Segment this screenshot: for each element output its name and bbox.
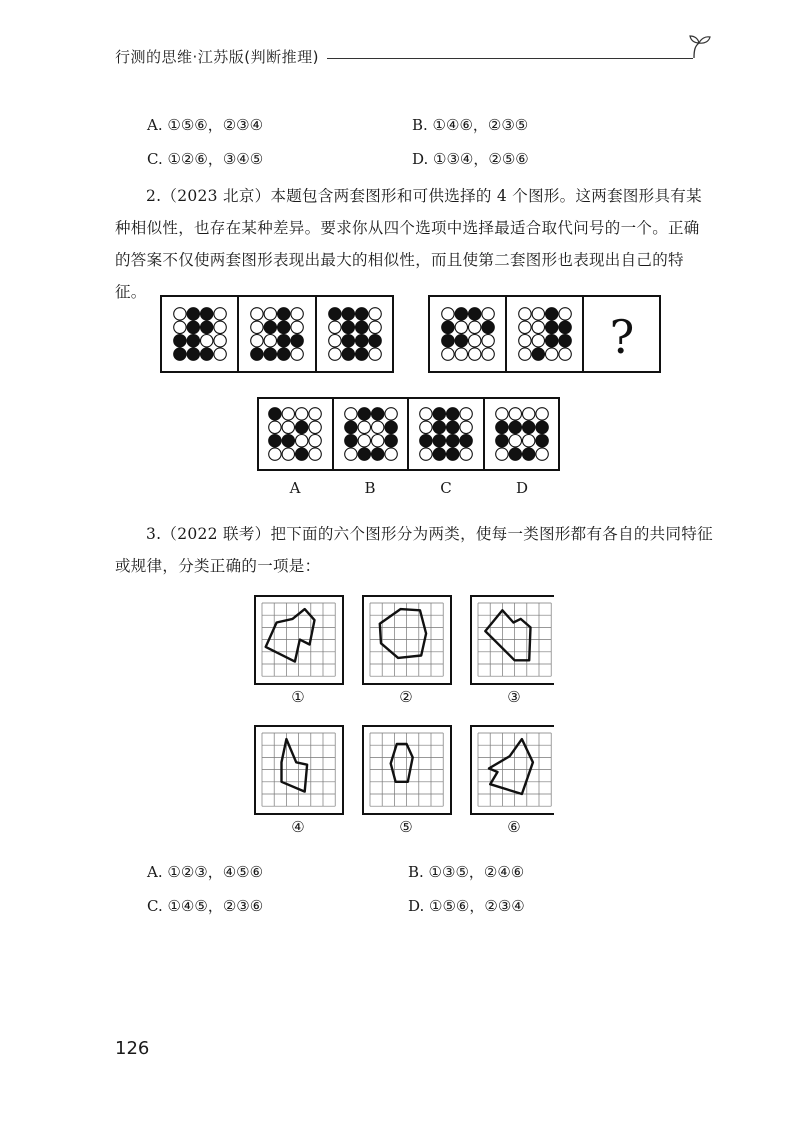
q3-option-c[interactable]: C. ①④⑤，②③⑥ — [147, 897, 264, 915]
grid-dot — [264, 335, 276, 347]
q1-option-b[interactable]: B. ①④⑥，②③⑤ — [412, 116, 529, 134]
q3-option-d[interactable]: D. ①⑤⑥，②③④ — [408, 897, 525, 915]
dot-grid-option-c[interactable] — [420, 408, 473, 461]
grid-dot — [433, 421, 445, 433]
grid-dot — [519, 321, 531, 333]
grid-dot — [369, 335, 381, 347]
q3-label-1: ① — [291, 688, 305, 706]
grid-dot — [264, 321, 276, 333]
dot-grid-s1a — [174, 308, 227, 361]
grid-dot — [174, 308, 186, 320]
grid-dot — [329, 348, 341, 360]
grid-dot — [356, 321, 368, 333]
grid-dot — [269, 448, 281, 460]
grid-dot — [278, 348, 290, 360]
q3-label-4: ④ — [291, 818, 305, 836]
grid-dot — [214, 348, 226, 360]
grid-dot — [482, 308, 494, 320]
grid-dot — [342, 348, 354, 360]
grid-dot — [536, 421, 548, 433]
page-number: 126 — [115, 1038, 150, 1059]
grid-dot — [372, 435, 384, 447]
grid-dot — [356, 335, 368, 347]
q1-option-d[interactable]: D. ①③④，②⑤⑥ — [412, 150, 529, 168]
grid-dot — [559, 308, 571, 320]
grid-dot — [496, 435, 508, 447]
grid-dot — [420, 435, 432, 447]
dot-grid-option-d[interactable] — [496, 408, 549, 461]
grid-dot — [447, 435, 459, 447]
grid-dot — [447, 408, 459, 420]
grid-dot — [269, 421, 281, 433]
grid-dot — [519, 335, 531, 347]
dot-grid-option-a[interactable] — [269, 408, 322, 461]
grid-dot — [372, 448, 384, 460]
grid-dot — [358, 448, 370, 460]
grid-dot — [532, 335, 544, 347]
grid-dot — [296, 421, 308, 433]
grid-dot — [174, 321, 186, 333]
grid-dot — [342, 335, 354, 347]
grid-dot — [345, 435, 357, 447]
q3-figure-2 — [363, 596, 451, 684]
q2-question-text: 2.（2023 北京）本题包含两套图形和可供选择的 4 个图形。这两套图形具有某种相似性，也存在某种差异。要求你从四个选项中选择最适合取代问号的一个。正确的答案不仅使两套图形表现出最大的相似性，而且使第二套图形也表现出自己的特征。 — [115, 187, 702, 301]
q2-label-b[interactable]: B — [364, 479, 376, 497]
grid-dot — [460, 421, 472, 433]
grid-dot — [291, 308, 303, 320]
grid-dot — [482, 335, 494, 347]
grid-dot — [282, 435, 294, 447]
grid-dot — [509, 435, 521, 447]
grid-dot — [532, 348, 544, 360]
grid-dot — [291, 348, 303, 360]
grid-dot — [358, 408, 370, 420]
grid-dot — [291, 321, 303, 333]
grid-dot — [187, 321, 199, 333]
grid-dot — [546, 348, 558, 360]
grid-dot — [278, 308, 290, 320]
grid-dot — [496, 408, 508, 420]
grid-dot — [509, 448, 521, 460]
dot-grid-option-b[interactable] — [345, 408, 398, 461]
q2-answer-options — [257, 397, 561, 473]
q1-option-a[interactable]: A. ①⑤⑥，②③④ — [147, 116, 264, 134]
grid-dot — [309, 408, 321, 420]
q3-label-2: ② — [399, 688, 413, 706]
grid-dot — [174, 335, 186, 347]
grid-dot — [509, 421, 521, 433]
grid-dot — [433, 435, 445, 447]
grid-dot — [369, 348, 381, 360]
grid-dot — [546, 321, 558, 333]
q3-figure-4 — [255, 726, 343, 814]
grid-dot — [420, 448, 432, 460]
grid-dot — [342, 321, 354, 333]
grid-dot — [264, 348, 276, 360]
grid-dot — [460, 408, 472, 420]
grid-dot — [532, 308, 544, 320]
grid-dot — [546, 335, 558, 347]
grid-dot — [523, 448, 535, 460]
grid-dot — [329, 335, 341, 347]
sprout-icon — [686, 30, 714, 64]
grid-dot — [482, 321, 494, 333]
grid-dot — [345, 448, 357, 460]
grid-dot — [385, 448, 397, 460]
grid-dot — [455, 321, 467, 333]
grid-dot — [559, 335, 571, 347]
grid-dot — [309, 435, 321, 447]
grid-dot — [251, 321, 263, 333]
grid-dot — [455, 335, 467, 347]
grid-dot — [296, 448, 308, 460]
grid-dot — [201, 308, 213, 320]
grid-dot — [442, 335, 454, 347]
grid-dot — [469, 308, 481, 320]
grid-dot — [433, 408, 445, 420]
dot-grid-s1b — [251, 308, 304, 361]
grid-dot — [536, 448, 548, 460]
grid-dot — [282, 448, 294, 460]
q3-option-a[interactable]: A. ①②③，④⑤⑥ — [147, 863, 264, 881]
grid-dot — [460, 448, 472, 460]
grid-dot — [433, 448, 445, 460]
q3-figure-5 — [363, 726, 451, 814]
grid-dot — [523, 408, 535, 420]
grid-dot — [546, 308, 558, 320]
grid-dot — [356, 308, 368, 320]
question-mark: ? — [609, 310, 635, 364]
grid-dot — [201, 348, 213, 360]
grid-dot — [442, 348, 454, 360]
q2-label-c[interactable]: C — [440, 479, 452, 497]
grid-dot — [342, 308, 354, 320]
grid-dot — [496, 421, 508, 433]
grid-dot — [214, 321, 226, 333]
q3-figure-3 — [471, 596, 554, 684]
grid-dot — [187, 308, 199, 320]
grid-dot — [269, 435, 281, 447]
grid-dot — [309, 421, 321, 433]
dot-grid-s2b — [519, 308, 572, 361]
grid-dot — [356, 348, 368, 360]
grid-dot — [372, 408, 384, 420]
grid-dot — [329, 321, 341, 333]
grid-dot — [291, 335, 303, 347]
grid-dot — [282, 408, 294, 420]
grid-dot — [187, 335, 199, 347]
q1-option-c[interactable]: C. ①②⑥，③④⑤ — [147, 150, 264, 168]
grid-dot — [509, 408, 521, 420]
q3-figures — [254, 595, 554, 845]
grid-dot — [358, 435, 370, 447]
q3-option-b[interactable]: B. ①③⑤，②④⑥ — [408, 863, 525, 881]
grid-dot — [385, 435, 397, 447]
grid-dot — [278, 321, 290, 333]
grid-dot — [447, 448, 459, 460]
q3-figure-1 — [255, 596, 343, 684]
grid-dot — [469, 335, 481, 347]
q2-set-two — [428, 295, 662, 375]
grid-dot — [174, 348, 186, 360]
dot-grid-s1c — [329, 308, 382, 361]
grid-dot — [369, 321, 381, 333]
grid-dot — [420, 408, 432, 420]
grid-dot — [251, 308, 263, 320]
grid-dot — [496, 448, 508, 460]
header-rule — [327, 58, 693, 59]
grid-dot — [264, 308, 276, 320]
grid-dot — [201, 335, 213, 347]
grid-dot — [455, 348, 467, 360]
running-header-title: 行测的思维·江苏版(判断推理) — [115, 48, 319, 66]
grid-dot — [442, 321, 454, 333]
q3-question-text: 3.（2022 联考）把下面的六个图形分为两类，使每一类图形都有各自的共同特征或规律，分类正确的一项是： — [115, 525, 713, 575]
grid-dot — [214, 308, 226, 320]
grid-dot — [278, 335, 290, 347]
grid-dot — [532, 321, 544, 333]
q2-label-a[interactable]: A — [289, 479, 301, 497]
grid-dot — [469, 348, 481, 360]
q2-label-d[interactable]: D — [515, 479, 529, 497]
grid-dot — [296, 435, 308, 447]
grid-dot — [523, 435, 535, 447]
grid-dot — [369, 308, 381, 320]
grid-dot — [269, 408, 281, 420]
grid-dot — [385, 408, 397, 420]
q2-set-one — [160, 295, 395, 375]
grid-dot — [385, 421, 397, 433]
grid-dot — [201, 321, 213, 333]
grid-dot — [455, 308, 467, 320]
grid-dot — [329, 308, 341, 320]
grid-dot — [296, 408, 308, 420]
grid-dot — [214, 335, 226, 347]
grid-dot — [536, 435, 548, 447]
grid-dot — [251, 335, 263, 347]
grid-dot — [482, 348, 494, 360]
grid-dot — [442, 308, 454, 320]
grid-dot — [469, 321, 481, 333]
grid-dot — [420, 421, 432, 433]
q3-label-5: ⑤ — [399, 818, 413, 836]
q3-label-3: ③ — [507, 688, 521, 706]
grid-dot — [282, 421, 294, 433]
grid-dot — [372, 421, 384, 433]
grid-dot — [309, 448, 321, 460]
grid-dot — [559, 321, 571, 333]
grid-dot — [187, 348, 199, 360]
dot-grid-s2a — [442, 308, 495, 361]
q3-figure-6 — [471, 726, 554, 814]
grid-dot — [536, 408, 548, 420]
grid-dot — [523, 421, 535, 433]
q3-label-6: ⑥ — [507, 818, 521, 836]
grid-dot — [559, 348, 571, 360]
grid-dot — [519, 348, 531, 360]
grid-dot — [519, 308, 531, 320]
grid-dot — [345, 421, 357, 433]
grid-dot — [460, 435, 472, 447]
grid-dot — [358, 421, 370, 433]
grid-dot — [251, 348, 263, 360]
grid-dot — [447, 421, 459, 433]
grid-dot — [345, 408, 357, 420]
